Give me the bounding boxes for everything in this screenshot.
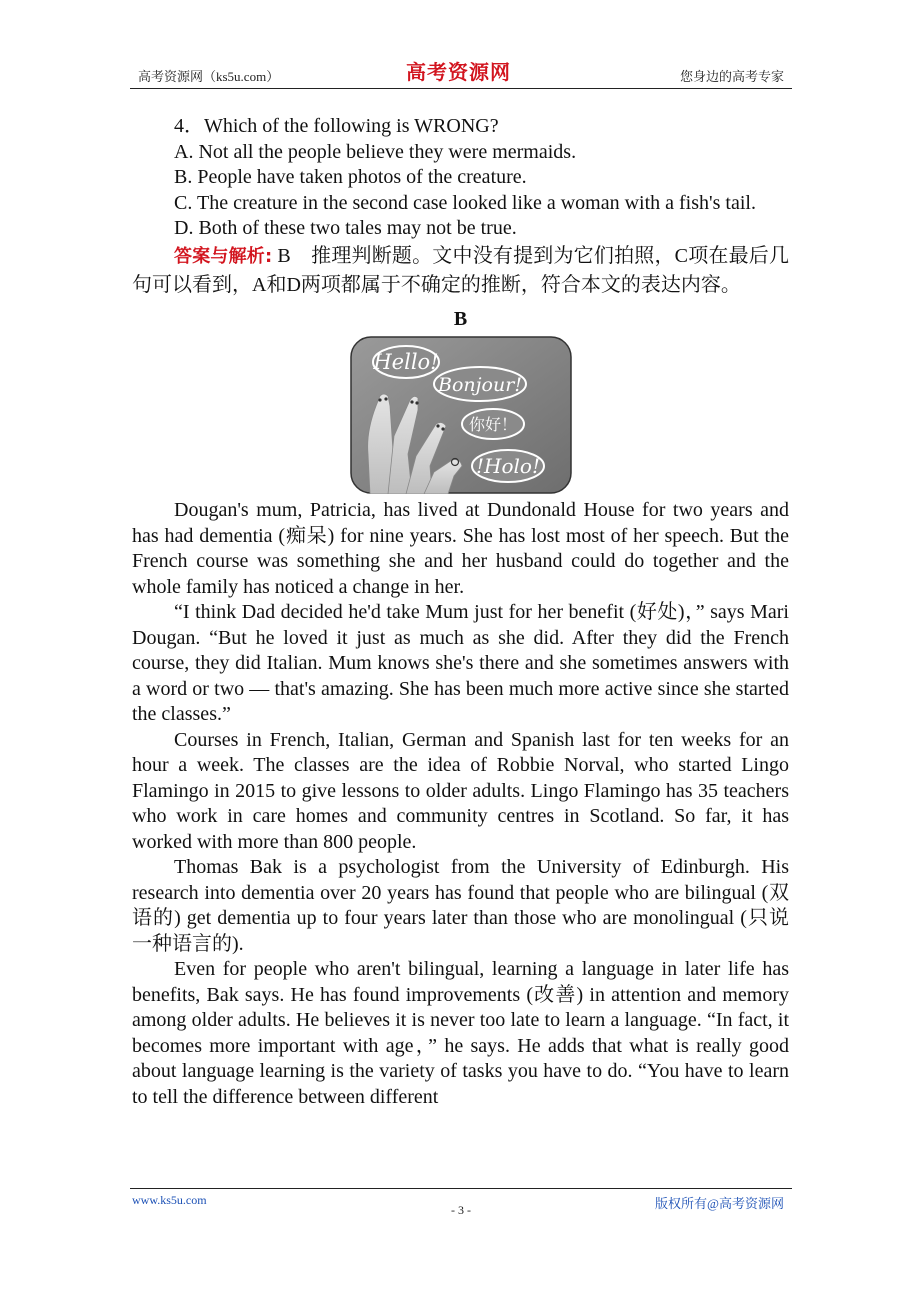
- speech-bubble-bonjour: [434, 367, 526, 401]
- speech-bubble-holo: [472, 450, 544, 482]
- greeting-fingers-illustration: [350, 336, 572, 494]
- header-logo: 高考资源网: [406, 60, 511, 84]
- header-site-name: 高考资源网（ks5u.com）: [138, 69, 280, 84]
- footer-site-link[interactable]: www.ks5u.com: [132, 1193, 207, 1207]
- document-body: [132, 114, 789, 1110]
- svg-text:Bonjour!: Bonjour!: [437, 374, 522, 396]
- page-header: [130, 58, 792, 89]
- paragraph-5: Even for people who aren't bilingual, learning a language in later life has benefits, Bak says. He has found improvements (改善) in attention and memory among older adults. He believes it is never too late to learn a language. “In fact, it becomes more important with age，” he says. He adds that what is really good about language learning is the variety of tasks you have to do. “You have to learn to tell the difference between different: [132, 958, 789, 1108]
- option-a: A. Not all the people believe they were mermaids.: [174, 140, 577, 163]
- svg-text:Hello!: Hello!: [372, 350, 439, 374]
- footer-copyright: 版权所有@高考资源网: [655, 1196, 784, 1211]
- option-b: B. People have taken photos of the creature.: [174, 166, 527, 188]
- paragraph-4: Thomas Bak is a psychologist from the University of Edinburgh. His research into dementia over 20 years has found that people who are bilingual (双语的) get dementia up to four years later than those who are monolingual (只说一种语言的).: [132, 856, 789, 955]
- speech-bubble-hello: [372, 346, 439, 378]
- header-slogan: 您身边的高考专家: [679, 69, 784, 84]
- section-b-title: B: [453, 307, 468, 330]
- option-c: C. The creature in the second case looked like a woman with a fish's tail.: [174, 191, 756, 214]
- svg-text:!Holo!: !Holo!: [475, 454, 540, 478]
- question-stem: 4．Which of the following is WRONG?: [174, 115, 499, 137]
- answer-explanation: [132, 242, 789, 299]
- page-number: - 3 -: [451, 1203, 471, 1217]
- answer-label: 答案与解析:: [174, 245, 273, 267]
- answer-text: B 推理判断题。文中没有提到为它们拍照，C项在最后几句可以看到，A和D两项都属于不确定的推断，符合本文的表达内容。: [132, 244, 789, 296]
- page-footer: [130, 1188, 792, 1217]
- option-d: D. Both of these two tales may not be true.: [174, 217, 517, 239]
- speech-bubble-nihao: [462, 409, 524, 439]
- paragraph-1: Dougan's mum, Patricia, has lived at Dundonald House for two years and has had dementia (痴呆) for nine years. She has lost most of her speech. But the French course was something she and her husband could do together and the whole family has noticed a change in her.: [132, 499, 789, 598]
- svg-text:你好！: 你好！: [468, 415, 517, 434]
- paragraph-2: “I think Dad decided he'd take Mum just for her benefit (好处)，” says Mari Dougan. “But he loved it just as much as she did. After they did the French course, they did Italian. Mum knows she's there and she sometimes answers with a word or two — that's amazing. She has been much more active since she started the classes.”: [132, 601, 789, 725]
- paragraph-3: Courses in French, Italian, German and Spanish last for ten weeks for an hour a week. The classes are the idea of Robbie Norval, who started Lingo Flamingo in 2015 to give lessons to older adults. Lingo Flamingo has 35 teachers who work in care homes and community centres in Scotland. So far, it has worked with more than 800 people.: [132, 728, 789, 853]
